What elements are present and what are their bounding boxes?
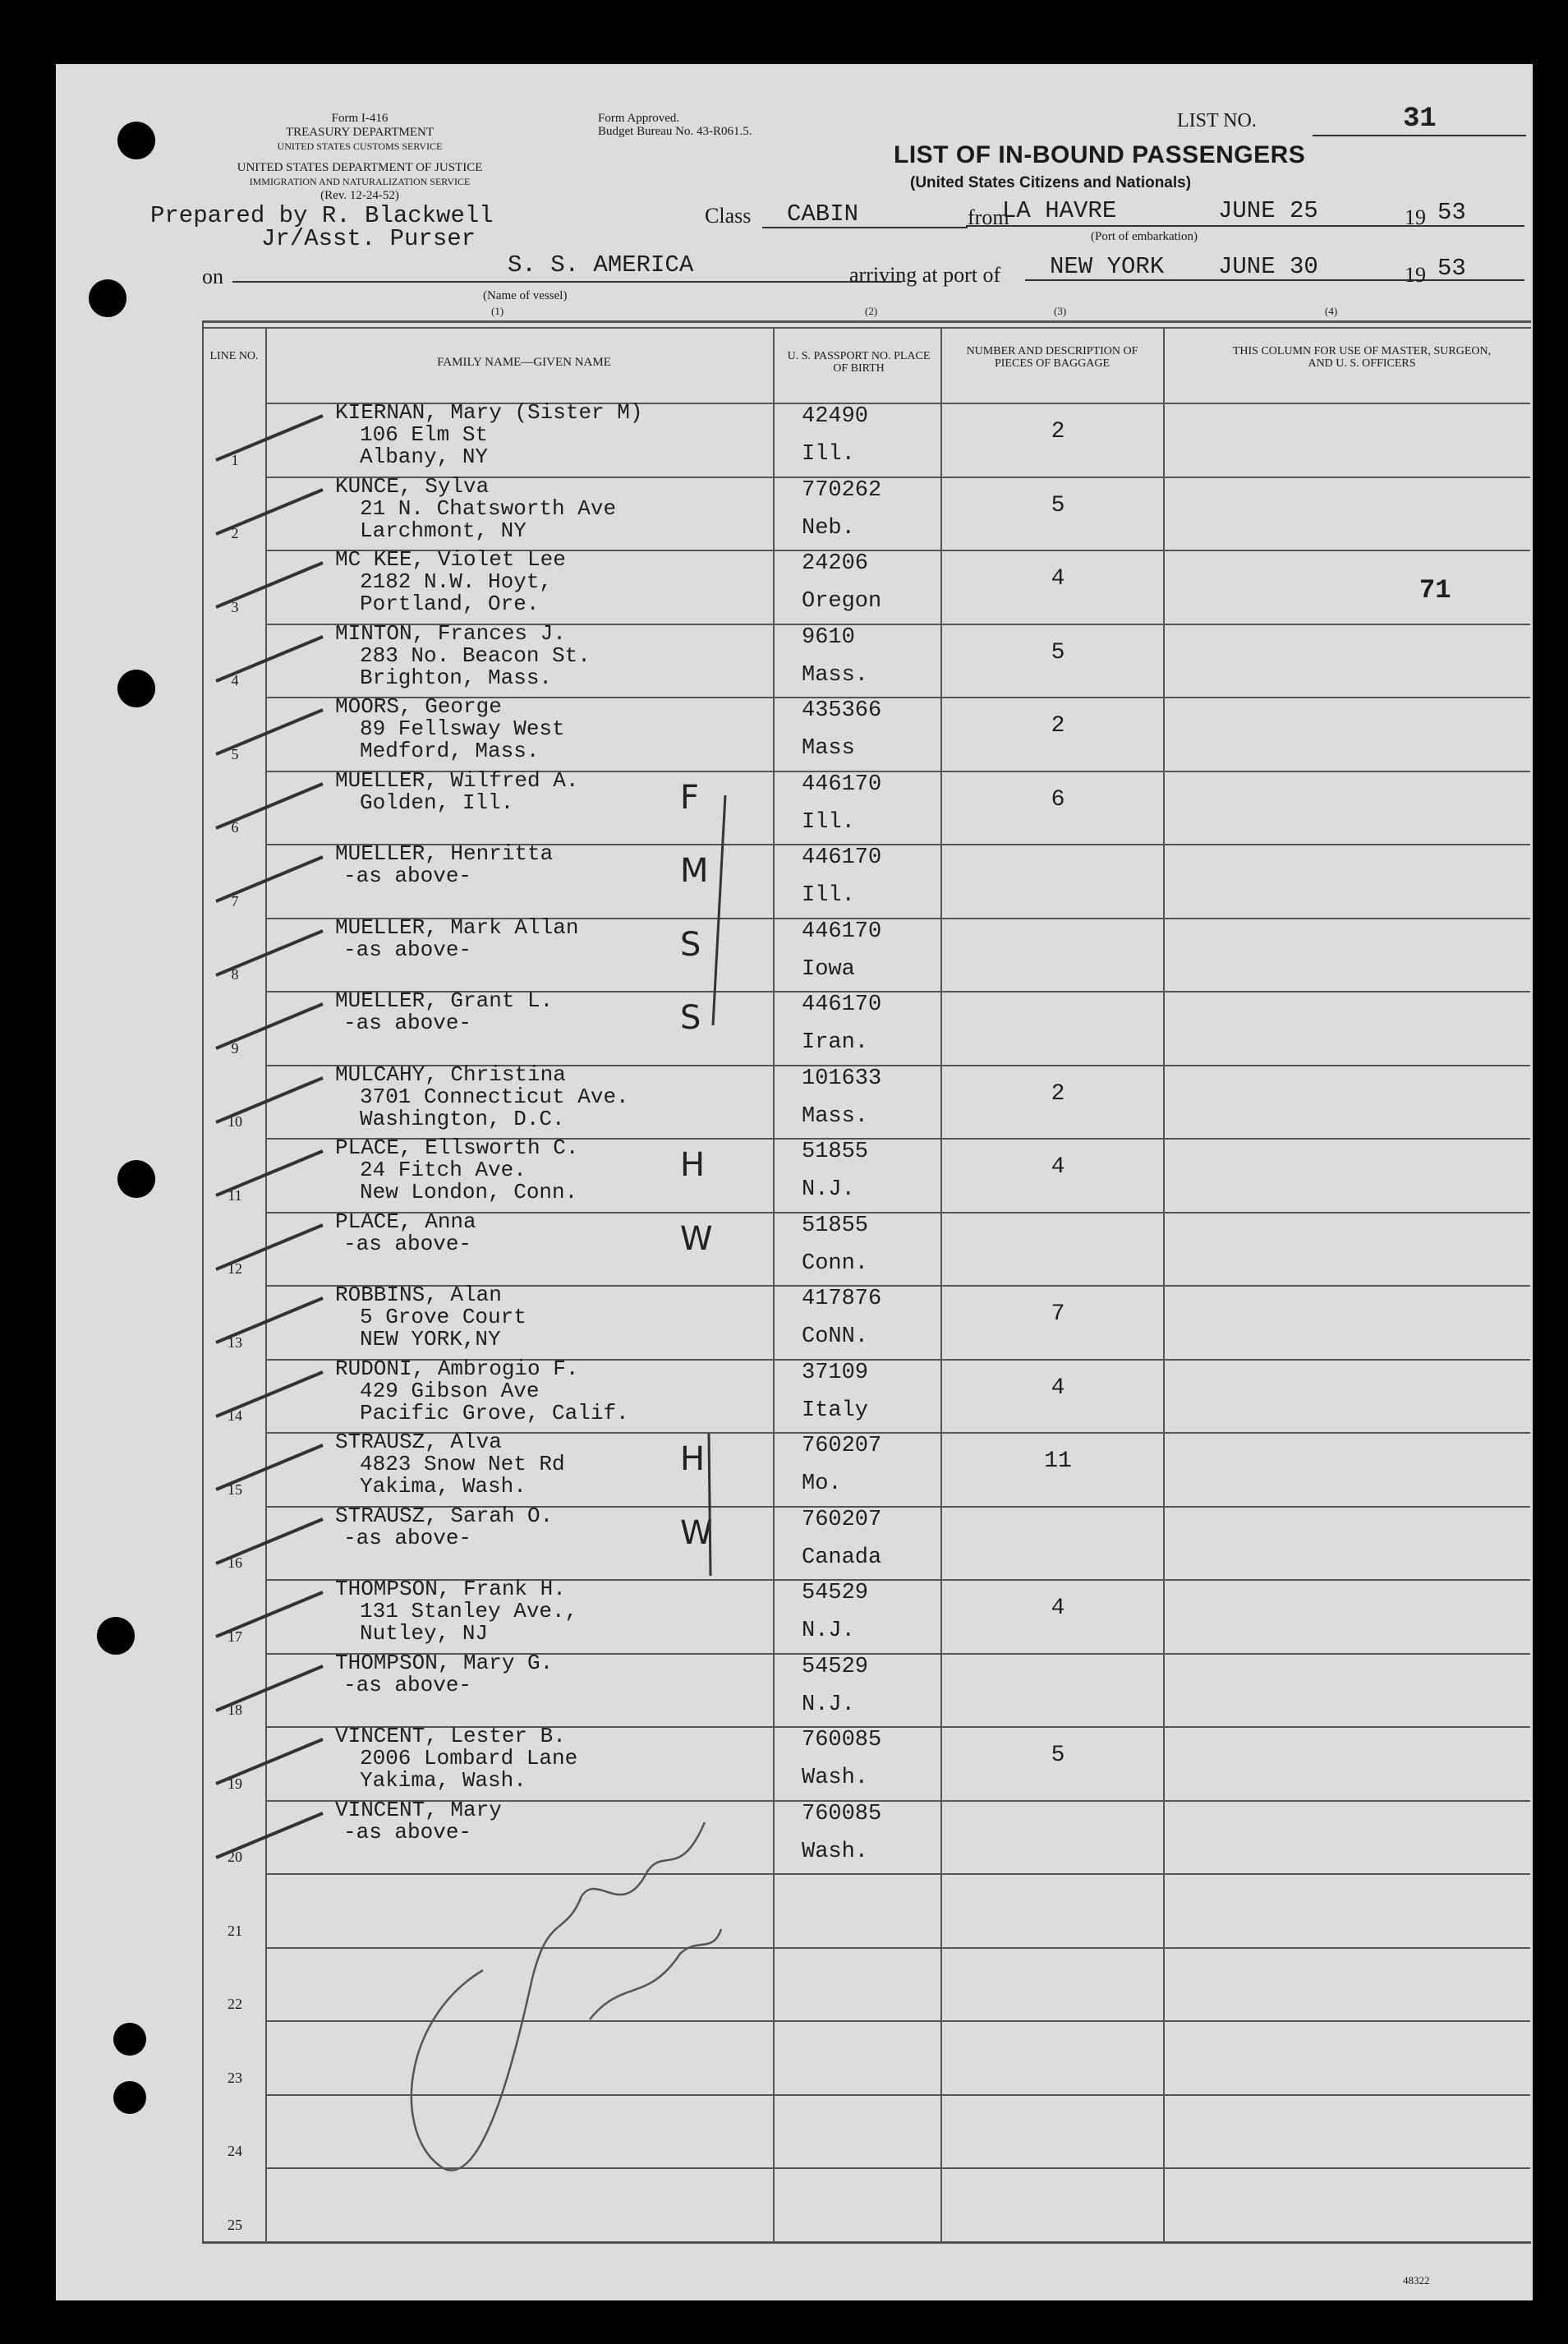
officer-note: 71	[1419, 575, 1451, 606]
line-number: 18	[228, 1702, 242, 1718]
place-of-birth: Iran.	[802, 1030, 869, 1055]
baggage-count: 2	[1051, 713, 1065, 739]
passenger-name: VINCENT, Mary	[335, 1797, 502, 1822]
dept-justice: UNITED STATES DEPARTMENT OF JUSTICE	[237, 161, 483, 174]
place-of-birth: Wash.	[802, 1839, 869, 1864]
place-of-birth: Ill.	[802, 883, 855, 908]
passport-number: 760085	[802, 1801, 882, 1826]
line-number: 14	[228, 1407, 242, 1424]
binder-hole	[117, 1160, 155, 1198]
line-number: 12	[228, 1260, 242, 1277]
baggage-count: 2	[1051, 419, 1065, 444]
passenger-name: MUELLER, Wilfred A.	[335, 767, 579, 793]
place-of-birth: Neb.	[802, 515, 855, 541]
binder-hole	[113, 2081, 146, 2114]
line-number: 25	[228, 2216, 242, 2233]
passenger-address-line: 21 N. Chatsworth Ave	[360, 495, 617, 521]
baggage-count: 4	[1051, 1596, 1065, 1621]
passenger-name: STRAUSZ, Sarah O.	[335, 1503, 554, 1528]
passenger-address-line: Albany, NY	[360, 444, 489, 469]
baggage-count: 5	[1051, 639, 1065, 665]
col-head-officers: THIS COLUMN FOR USE OF MASTER, SURGEON, AND U. S. OFFICERS	[1232, 345, 1492, 370]
relationship-mark: S	[680, 999, 701, 1037]
arrival-year-prefix: 19	[1405, 263, 1426, 287]
place-of-birth: N.J.	[802, 1692, 855, 1717]
list-no-value: 31	[1403, 104, 1437, 135]
passport-number: 101633	[802, 1066, 882, 1091]
passenger-name: THOMPSON, Mary G.	[335, 1650, 554, 1675]
place-of-birth: Canada	[802, 1545, 882, 1570]
passenger-name: KUNCE, Sylva	[335, 473, 490, 499]
passenger-address-line: 283 No. Beacon St.	[360, 642, 591, 668]
class-value: CABIN	[787, 200, 859, 228]
line-number: 8	[231, 966, 239, 983]
place-of-birth: Wash.	[802, 1766, 869, 1790]
passport-number: 446170	[802, 919, 882, 944]
passenger-name: THOMPSON, Frank H.	[335, 1577, 566, 1601]
arrival-date: JUNE 30	[1218, 253, 1318, 280]
baggage-count: 7	[1051, 1301, 1065, 1327]
relationship-mark: F	[680, 778, 700, 817]
passenger-address-line: Larchmont, NY	[360, 518, 526, 543]
dept-treasury: TREASURY DEPARTMENT	[285, 126, 435, 139]
embark-year-prefix: 19	[1405, 205, 1426, 229]
passport-number: 760207	[802, 1434, 882, 1458]
line-number: 2	[231, 525, 239, 541]
page-subtitle: (United States Citizens and Nationals)	[910, 174, 1192, 191]
arrival-year: 53	[1437, 255, 1466, 282]
binder-hole	[117, 670, 155, 707]
place-of-birth: Mass.	[802, 662, 869, 688]
line-number: 1	[231, 451, 239, 468]
budget-bureau: Budget Bureau No. 43-R061.5.	[598, 125, 752, 138]
relationship-mark: M	[680, 852, 709, 890]
place-of-birth: Iowa	[802, 956, 855, 982]
binder-hole	[117, 122, 155, 159]
passport-number: 51855	[802, 1140, 869, 1164]
passenger-address-line: Golden, Ill.	[360, 790, 514, 815]
passenger-name: MUELLER, Grant L.	[335, 988, 554, 1013]
relationship-mark: H	[680, 1146, 706, 1184]
form-approved: Form Approved.	[598, 112, 680, 125]
from-label: from	[968, 205, 1009, 229]
place-of-birth: N.J.	[802, 1619, 855, 1643]
footer-form-number: 48322	[1403, 2274, 1430, 2286]
col-num-2: (2)	[865, 305, 878, 317]
binder-hole	[97, 1617, 135, 1655]
baggage-count: 5	[1051, 1743, 1065, 1768]
passport-number: 770262	[802, 477, 882, 503]
prepared-by-line2: Jr/Asst. Purser	[261, 225, 476, 252]
baggage-count: 6	[1051, 786, 1065, 813]
passenger-name: MC KEE, Violet Lee	[335, 547, 566, 572]
family-bracket-mueller	[713, 795, 725, 1025]
line-number: 24	[228, 2143, 242, 2159]
place-of-birth: Ill.	[802, 809, 855, 835]
line-number: 10	[228, 1113, 242, 1130]
passport-number: 24206	[802, 551, 869, 576]
passport-number: 42490	[802, 404, 869, 429]
dept-treasury-sub: UNITED STATES CUSTOMS SERVICE	[277, 140, 443, 152]
line-number: 4	[231, 672, 239, 688]
signature-stroke-2	[590, 1929, 721, 2019]
passenger-address-line: 3701 Connecticut Ave.	[360, 1084, 629, 1109]
passenger-address-line: -as above-	[343, 1231, 472, 1256]
on-label: on	[202, 265, 223, 288]
passenger-name: MOORS, George	[335, 694, 502, 719]
passenger-address-line: 89 Fellsway West	[360, 716, 565, 741]
passenger-address-line: Nutley, NJ	[360, 1621, 489, 1646]
relationship-mark: S	[680, 925, 701, 964]
passport-number: 446170	[802, 992, 882, 1017]
col-num-3: (3)	[1054, 305, 1067, 317]
passport-number: 51855	[802, 1213, 869, 1238]
passport-number: 446170	[802, 845, 882, 870]
passenger-name: MUELLER, Mark Allan	[335, 914, 579, 940]
passport-number: 37109	[802, 1360, 869, 1385]
passenger-address-line: 4823 Snow Net Rd	[360, 1452, 565, 1476]
col-num-4: (4)	[1325, 305, 1338, 317]
passenger-name: ROBBINS, Alan	[335, 1283, 502, 1307]
passenger-name: PLACE, Ellsworth C.	[335, 1135, 579, 1160]
passport-number: 9610	[802, 624, 855, 650]
line-number: 15	[228, 1481, 242, 1498]
passport-number: 54529	[802, 1654, 869, 1679]
passenger-address-line: -as above-	[343, 1011, 472, 1035]
binder-hole	[113, 2023, 146, 2056]
passenger-address-line: 106 Elm St	[360, 422, 489, 447]
passenger-address-line: -as above-	[343, 1819, 472, 1844]
passenger-address-line: -as above-	[343, 863, 472, 888]
passenger-address-line: 24 Fitch Ave.	[360, 1158, 526, 1182]
baggage-count: 4	[1051, 566, 1065, 592]
passenger-address-line: NEW YORK,NY	[360, 1327, 501, 1352]
passenger-address-line: Medford, Mass.	[360, 739, 540, 763]
passenger-name: STRAUSZ, Alva	[335, 1430, 502, 1454]
line-number: 13	[228, 1333, 242, 1351]
line-number: 16	[228, 1554, 242, 1571]
place-of-birth: Ill.	[802, 442, 855, 467]
place-of-birth: CoNN.	[802, 1324, 869, 1349]
col-head-passport: U. S. PASSPORT NO. PLACE OF BIRTH	[787, 350, 931, 375]
vessel-name: S. S. AMERICA	[508, 251, 694, 279]
line-number: 17	[228, 1628, 242, 1645]
line-number: 5	[231, 745, 239, 762]
passenger-address-line: Yakima, Wash.	[360, 1768, 526, 1793]
passenger-address-line: Yakima, Wash.	[360, 1474, 526, 1499]
passenger-address-line: 131 Stanley Ave.,	[360, 1599, 578, 1623]
passenger-name: PLACE, Anna	[335, 1209, 476, 1234]
passport-number: 760085	[802, 1728, 882, 1752]
list-no-label: LIST NO.	[1177, 110, 1257, 131]
line-number: 7	[231, 892, 239, 910]
passport-number: 54529	[802, 1581, 869, 1605]
passenger-address-line: 5 Grove Court	[360, 1305, 526, 1329]
col-head-name: FAMILY NAME—GIVEN NAME	[437, 356, 611, 369]
passenger-address-line: 429 Gibson Ave	[360, 1378, 540, 1403]
place-of-birth: Oregon	[802, 589, 882, 614]
passenger-address-line: Washington, D.C.	[360, 1106, 565, 1131]
line-number: 11	[228, 1186, 242, 1204]
col-num-1: (1)	[491, 305, 504, 317]
vessel-caption: (Name of vessel)	[483, 289, 568, 302]
place-of-birth: Mass	[802, 736, 855, 761]
place-of-birth: Italy	[802, 1398, 869, 1423]
passenger-name: MINTON, Frances J.	[335, 620, 566, 646]
line-number: 9	[231, 1039, 239, 1057]
binder-hole	[89, 279, 126, 317]
baggage-count: 4	[1051, 1154, 1065, 1180]
handwriting-overlay	[56, 64, 1533, 2300]
line-number: 22	[228, 1996, 242, 2012]
passport-number: 417876	[802, 1287, 882, 1311]
passport-number: 760207	[802, 1507, 882, 1532]
passenger-name: VINCENT, Lester B.	[335, 1724, 566, 1748]
relationship-mark: W	[680, 1219, 713, 1258]
passenger-name: RUDONI, Ambrogio F.	[335, 1356, 579, 1381]
place-of-birth: Mass.	[802, 1103, 869, 1129]
from-value: LA HAVRE	[1002, 197, 1117, 224]
passenger-name: KIERNAN, Mary (Sister M)	[335, 400, 643, 425]
baggage-count: 5	[1051, 492, 1065, 518]
passport-number: 435366	[802, 698, 882, 723]
col-head-baggage: NUMBER AND DESCRIPTION OF PIECES OF BAGGAGE	[966, 345, 1138, 370]
passenger-address-line: Brighton, Mass.	[360, 665, 553, 690]
line-number: 21	[228, 1922, 242, 1939]
line-number: 6	[231, 819, 239, 836]
passenger-name: MUELLER, Henritta	[335, 841, 554, 866]
embark-year: 53	[1437, 199, 1466, 226]
embark-date: JUNE 25	[1218, 197, 1318, 224]
line-number: 20	[228, 1849, 242, 1865]
place-of-birth: N.J.	[802, 1177, 855, 1202]
baggage-count: 11	[1044, 1448, 1072, 1474]
arriving-label: arriving at port of	[849, 263, 1001, 287]
place-of-birth: Mo.	[802, 1471, 842, 1496]
line-number: 3	[231, 598, 239, 615]
relationship-mark: H	[680, 1440, 706, 1478]
passenger-name: MULCAHY, Christina	[335, 1061, 566, 1087]
form-number: Form I-416	[331, 112, 389, 125]
embark-caption: (Port of embarkation)	[1091, 230, 1198, 243]
passenger-address-line: -as above-	[343, 937, 472, 962]
passenger-address-line: Pacific Grove, Calif.	[360, 1400, 629, 1425]
prepared-by-line1: Prepared by R. Blackwell	[150, 202, 494, 229]
baggage-count: 2	[1051, 1080, 1065, 1107]
passenger-address-line: 2182 N.W. Hoyt,	[360, 569, 553, 594]
signature-stroke	[412, 1822, 705, 2171]
passenger-address-line: Portland, Ore.	[360, 592, 540, 616]
form-revision: (Rev. 12-24-52)	[320, 189, 399, 202]
passenger-address-line: New London, Conn.	[360, 1180, 578, 1204]
place-of-birth: Conn.	[802, 1250, 869, 1276]
relationship-mark: W	[680, 1513, 713, 1552]
page-title: LIST OF IN-BOUND PASSENGERS	[894, 141, 1306, 168]
family-bracket-strausz	[709, 1434, 710, 1576]
line-number: 23	[228, 2069, 242, 2086]
passport-number: 446170	[802, 771, 882, 797]
passenger-address-line: 2006 Lombard Lane	[360, 1746, 578, 1771]
passenger-address-line: -as above-	[343, 1672, 472, 1697]
baggage-count: 4	[1051, 1375, 1065, 1401]
manifest-page	[56, 64, 1533, 2300]
col-head-line: LINE NO.	[209, 350, 259, 362]
arrival-port: NEW YORK	[1050, 253, 1165, 280]
passenger-address-line: -as above-	[343, 1525, 472, 1550]
line-number: 19	[228, 1775, 242, 1792]
dept-justice-sub: IMMIGRATION AND NATURALIZATION SERVICE	[249, 176, 471, 187]
class-label: Class	[705, 204, 752, 228]
